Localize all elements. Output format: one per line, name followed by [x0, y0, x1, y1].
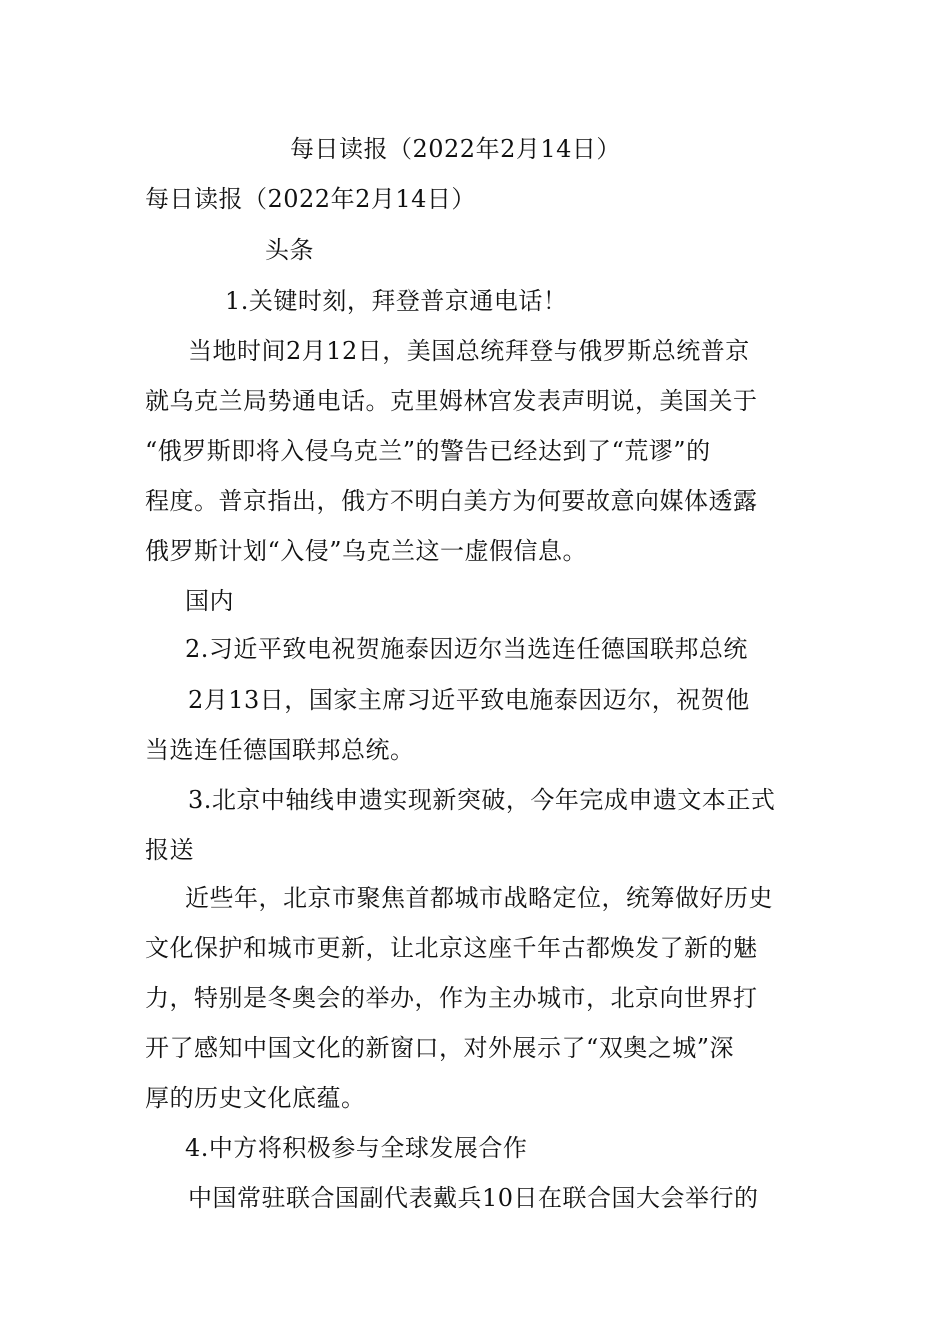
item1-body-line: 程度。普京指出，俄方不明白美方为何要故意向媒体透露: [145, 487, 758, 515]
item3-body-line: 近些年，北京市聚焦首都城市战略定位，统筹做好历史: [185, 884, 773, 912]
item3-title-line: 报送: [145, 836, 194, 864]
item4-body-line: 中国常驻联合国副代表戴兵10日在联合国大会举行的: [188, 1184, 759, 1212]
item2-title: 2.习近平致电祝贺施泰因迈尔当选连任德国联邦总统: [185, 635, 748, 663]
item3-body-line: 厚的历史文化底蕴。: [145, 1084, 366, 1112]
section-headline: 头条: [265, 236, 314, 264]
item1-body-line: “俄罗斯即将入侵乌克兰”的警告已经达到了“荒谬”的: [145, 437, 711, 465]
document-title: 每日读报（2022年2月14日）: [290, 135, 621, 163]
item2-body-line: 2月13日，国家主席习近平致电施泰因迈尔，祝贺他: [188, 686, 750, 714]
section-domestic: 国内: [185, 587, 234, 615]
item1-title: 1.关键时刻，拜登普京通电话！: [225, 287, 568, 315]
item2-body-line: 当选连任德国联邦总统。: [145, 736, 415, 764]
document-subtitle: 每日读报（2022年2月14日）: [145, 185, 476, 213]
item3-body-line: 开了感知中国文化的新窗口，对外展示了“双奥之城”深: [145, 1034, 735, 1062]
item1-body-line: 就乌克兰局势通电话。克里姆林宫发表声明说，美国关于: [145, 387, 758, 415]
item4-title: 4.中方将积极参与全球发展合作: [185, 1134, 528, 1162]
item3-title-line: 3.北京中轴线申遗实现新突破，今年完成申遗文本正式: [188, 786, 776, 814]
item1-body-line: 当地时间2月12日，美国总统拜登与俄罗斯总统普京: [188, 337, 750, 365]
item3-body-line: 文化保护和城市更新，让北京这座千年古都焕发了新的魅: [145, 934, 758, 962]
item1-body-line: 俄罗斯计划“入侵”乌克兰这一虚假信息。: [145, 537, 588, 565]
item3-body-line: 力，特别是冬奥会的举办，作为主办城市，北京向世界打: [145, 984, 758, 1012]
